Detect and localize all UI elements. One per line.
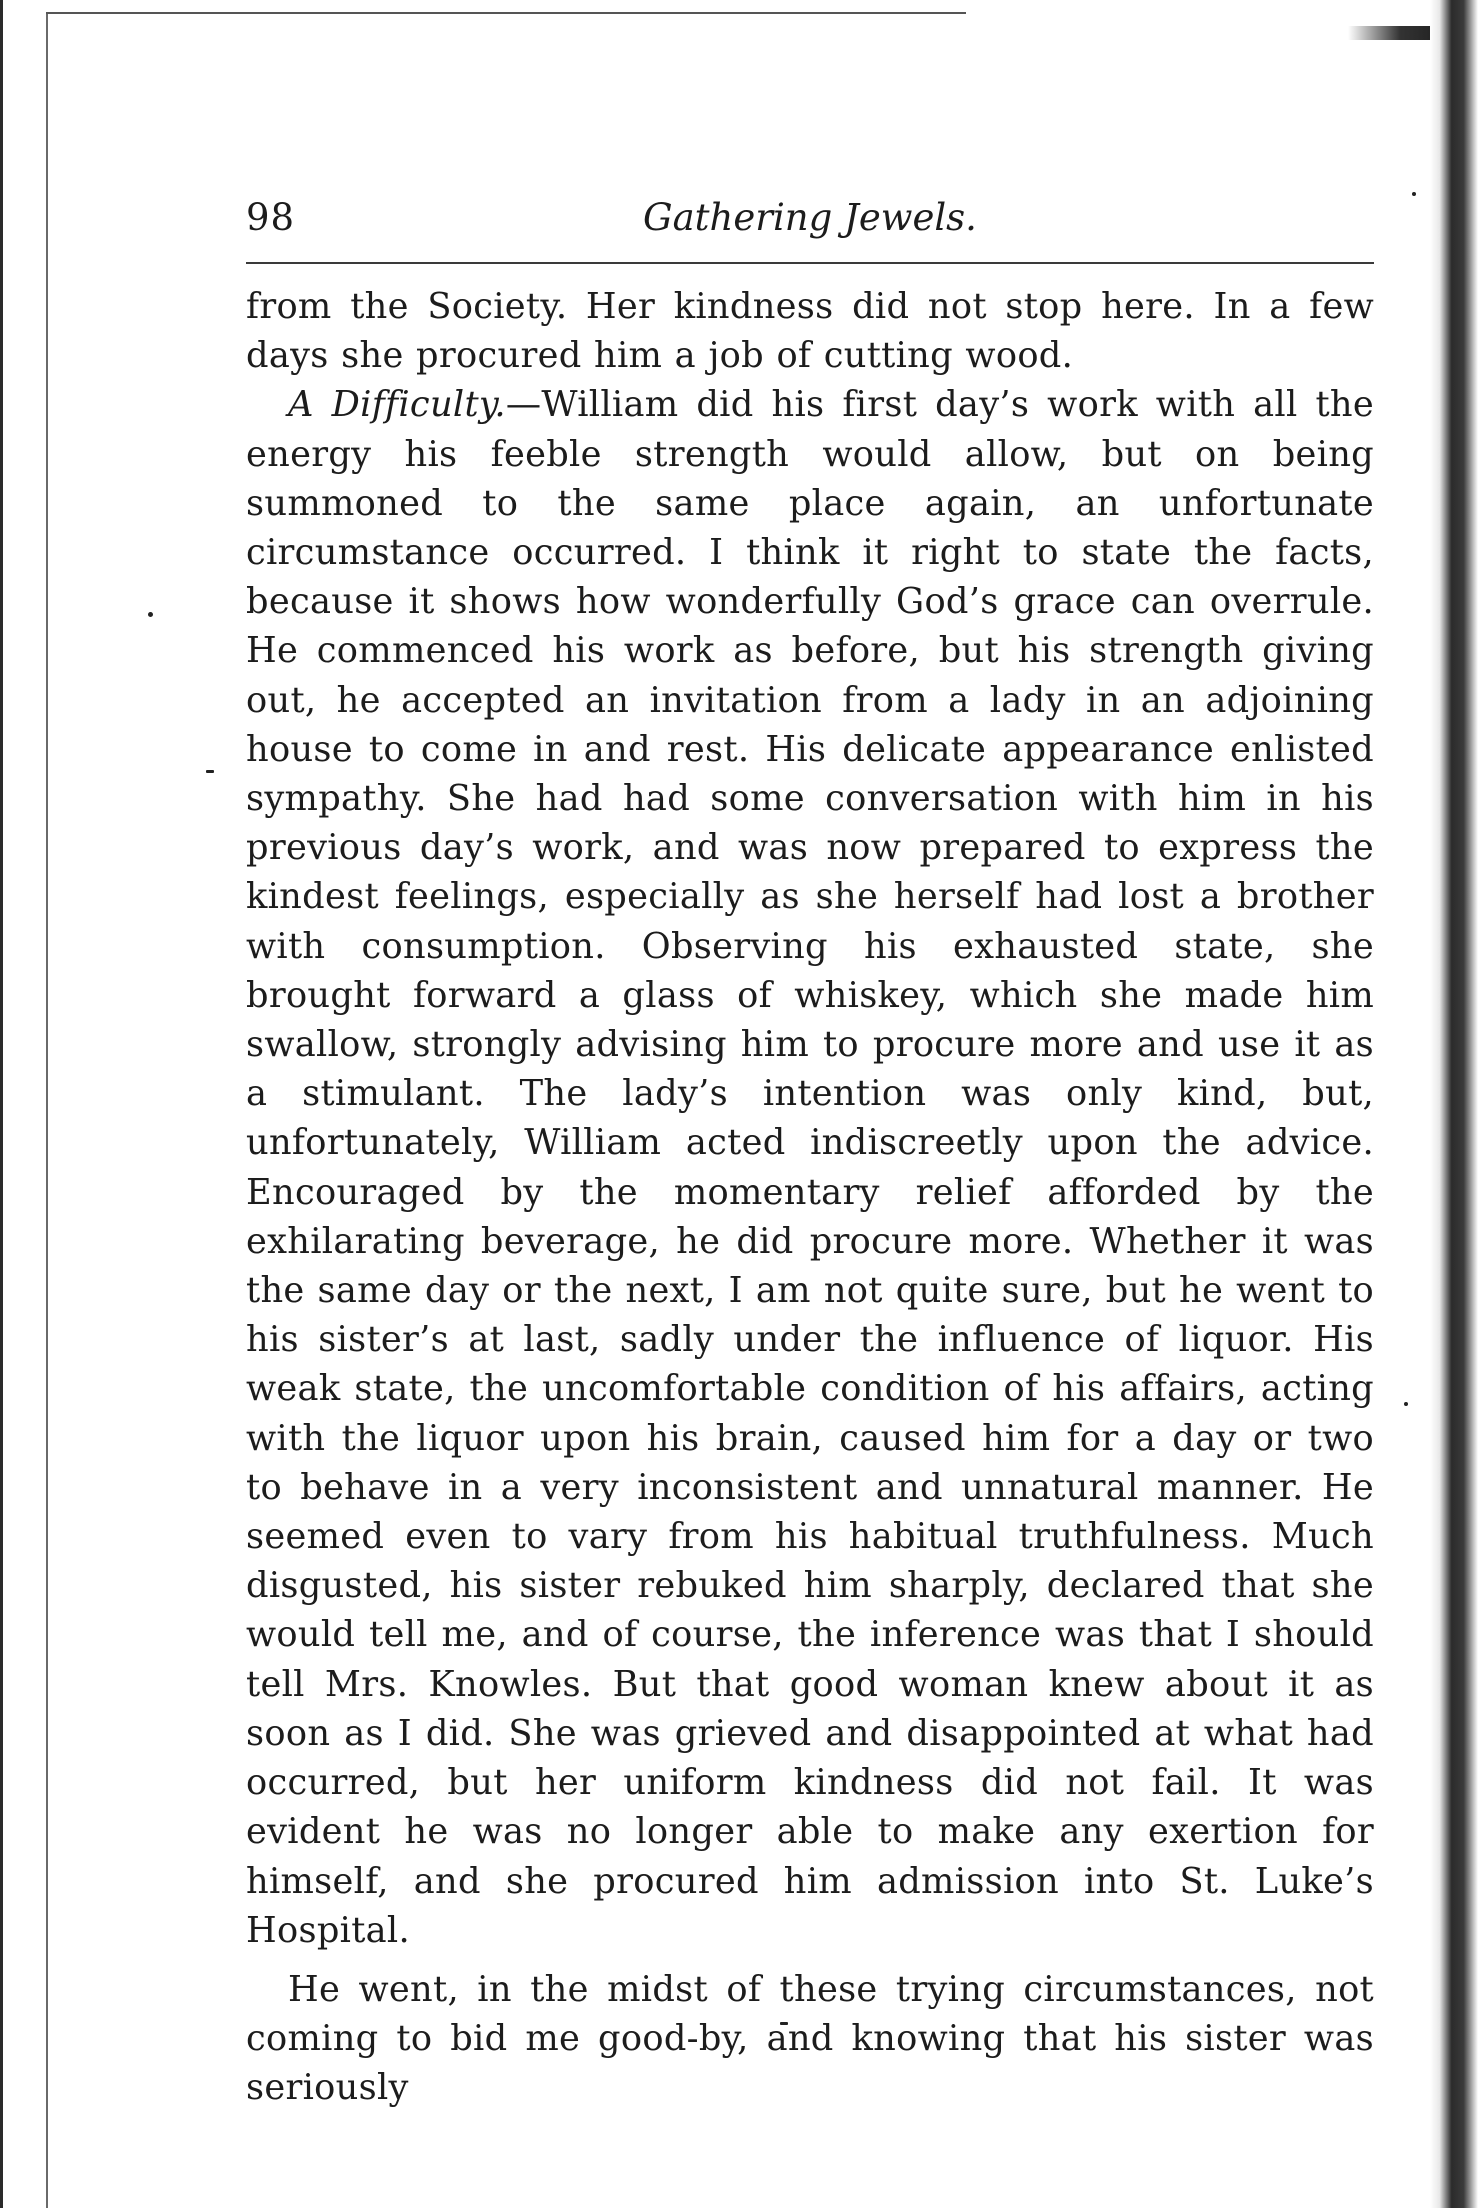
paragraph-3: He went, in the midst of these trying circumstances, not coming to bid me good-by, and knowing that his sister was seriously	[246, 1968, 1374, 2109]
paragraph-2-text: —William did his first day’s work with all the energy his feeble strength would allow, but on being summoned to the same place again, an unfortunate circumstance occurred. I think it right to state the facts, because it shows how wonderfully God’s grace can overrule. He commenced his work as before, but his strength giving out, he accepted an invitation from a lady in an adjoining house to come in and rest. His delicate appearance enlisted sympathy. She had had some conversation with him in his previous day’s work, and was now prepared to express the kindest feelings, especially as she herself had lost a brother with consumption. Observing his exhausted state, she brought forward a glass of whiskey, which she made him swallow, strongly advising him to procure more and use it as a stimulant. The lady’s intention was only kind, but, unfortunately, William acted indiscreetly upon the advice. Encouraged by the momentary relief afforded by the exhilarating beverage, he did procure more. Whether it was the same day or the next, I am not quite sure, but he went to his sister’s at last, sadly under the influence of liquor. His weak state, the uncomfortable condition of his affairs, acting with the liquor upon his brain, caused him for a day or two to behave in a very inconsistent and unnatural manner. He seemed even to vary from his habitual truthfulness. Much disgusted, his sister rebuked him sharply, declared that she would tell me, and of course, the inference was that I should tell Mrs. Knowles. But that good woman knew about it as soon as I did. She was grieved and disappointed at what had occurred, but her uniform kindness did not fail. It was evident he was no longer able to make any exertion for himself, and she procured him admission into St. Luke’s Hospital.	[246, 384, 1374, 1951]
scan-speck	[1404, 1402, 1408, 1406]
scan-speck	[148, 612, 153, 617]
page-edge-left	[46, 12, 48, 2208]
scan-edge-left	[0, 0, 3, 2208]
paragraph-lead-in: A Difficulty.	[288, 384, 506, 426]
running-title: Gathering Jewels.	[643, 196, 977, 239]
scan-speck	[206, 770, 214, 773]
page-edge-right	[1430, 0, 1478, 2208]
scan-speck	[1412, 192, 1416, 196]
running-head	[246, 196, 1374, 262]
paragraph-1: from the Society. Her kindness did not stop here. In a few days she procured him a job of cutting wood.	[246, 286, 1374, 377]
page-number: 98	[246, 196, 296, 239]
book-page	[246, 196, 1374, 2113]
paragraph-2	[246, 380, 1374, 1955]
page-edge-top	[46, 12, 966, 14]
header-rule	[246, 262, 1374, 264]
body-text	[246, 282, 1374, 2113]
